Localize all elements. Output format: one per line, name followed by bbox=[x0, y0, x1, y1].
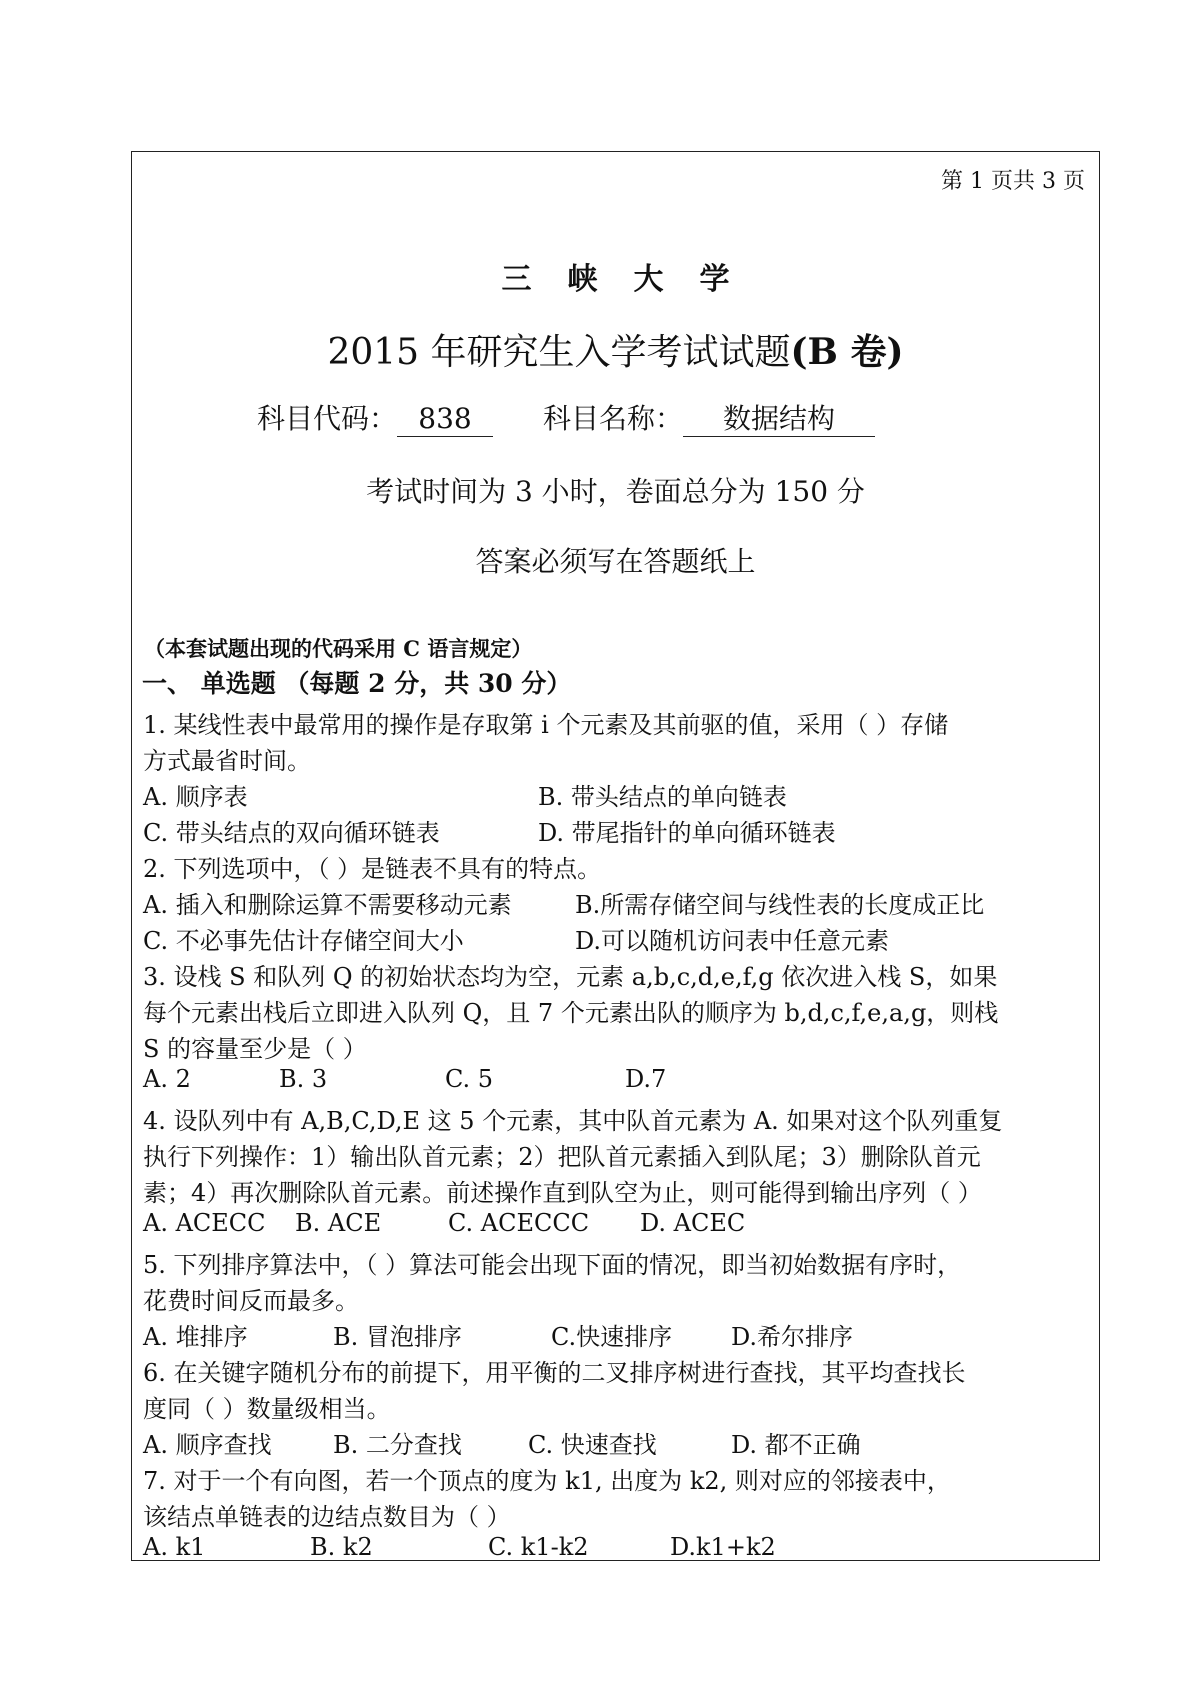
q5-option-d: D.希尔排序 bbox=[731, 1323, 854, 1351]
q6-option-b: B. 二分查找 bbox=[333, 1431, 462, 1459]
exam-title-main: 2015 年研究生入学考试试题 bbox=[327, 332, 791, 373]
q6-option-a: A. 顺序查找 bbox=[143, 1431, 272, 1459]
university-name: 三峡大学 bbox=[501, 262, 766, 297]
q2-option-d: D.可以随机访问表中任意元素 bbox=[575, 927, 890, 955]
question-4-line-3: 素；4）再次删除队首元素。前述操作直到队空为止，则可能得到输出序列（ ） bbox=[143, 1179, 982, 1207]
question-2-line-1: 2. 下列选项中，（ ）是链表不具有的特点。 bbox=[143, 855, 602, 883]
question-1-options-row-2 bbox=[143, 813, 1083, 847]
question-1-options-row-1 bbox=[143, 777, 1083, 811]
q6-option-d: D. 都不正确 bbox=[731, 1431, 861, 1459]
q4-option-d: D. ACEC bbox=[640, 1209, 746, 1237]
question-7-options bbox=[143, 1533, 1083, 1559]
q2-option-b: B.所需存储空间与线性表的长度成正比 bbox=[575, 891, 985, 919]
subject-code-label: 科目代码： bbox=[257, 402, 398, 435]
q5-option-a: A. 堆排序 bbox=[143, 1323, 248, 1351]
question-3-line-3: S 的容量至少是（ ） bbox=[143, 1035, 367, 1063]
question-4-line-2: 执行下列操作：1）输出队首元素；2）把队首元素插入到队尾；3）删除队首元 bbox=[143, 1143, 981, 1171]
q7-option-b: B. k2 bbox=[310, 1533, 373, 1561]
answer-sheet-note: 答案必须写在答题纸上 bbox=[475, 545, 756, 578]
q5-option-b: B. 冒泡排序 bbox=[333, 1323, 462, 1351]
question-2-options-row-1 bbox=[143, 885, 1083, 919]
q3-option-c: C. 5 bbox=[445, 1065, 494, 1093]
subject-line bbox=[257, 397, 875, 437]
question-3-line-2: 每个元素出栈后立即进入队列 Q，且 7 个元素出队的顺序为 b,d,c,f,e,a,g，则栈 bbox=[143, 999, 999, 1027]
q1-option-b: B. 带头结点的单向链表 bbox=[538, 783, 787, 811]
question-7-line-2: 该结点单链表的边结点数目为（ ） bbox=[143, 1503, 511, 1531]
q3-option-d: D.7 bbox=[625, 1065, 667, 1093]
question-5-line-1: 5. 下列排序算法中，（ ）算法可能会出现下面的情况，即当初始数据有序时， bbox=[143, 1251, 962, 1279]
exam-title bbox=[132, 324, 1099, 375]
exam-page-frame bbox=[131, 151, 1100, 1561]
question-6-line-1: 6. 在关键字随机分布的前提下，用平衡的二叉排序树进行查找，其平均查找长 bbox=[143, 1359, 966, 1387]
q1-option-d: D. 带尾指针的单向循环链表 bbox=[538, 819, 836, 847]
question-3-options bbox=[143, 1065, 1083, 1095]
question-2-options-row-2 bbox=[143, 921, 1083, 955]
q3-option-b: B. 3 bbox=[279, 1065, 328, 1093]
question-6-options bbox=[143, 1425, 1083, 1459]
section-title-single-choice: 一、 单选题 （每题 2 分，共 30 分） bbox=[142, 669, 572, 698]
q1-option-a: A. 顺序表 bbox=[143, 783, 248, 811]
subject-name-value: 数据结构 bbox=[683, 402, 875, 437]
q4-option-b: B. ACE bbox=[295, 1209, 382, 1237]
q4-option-a: A. ACECC bbox=[143, 1209, 266, 1237]
page-indicator: 第 1 页共 3 页 bbox=[941, 169, 1085, 194]
question-4-line-1: 4. 设队列中有 A,B,C,D,E 这 5 个元素，其中队首元素为 A. 如果对这个队列重复 bbox=[143, 1107, 1003, 1135]
subject-name-label: 科目名称： bbox=[543, 402, 684, 435]
code-language-note: （本套试题出现的代码采用 C 语言规定） bbox=[144, 636, 533, 661]
question-7-line-1: 7. 对于一个有向图，若一个顶点的度为 k1, 出度为 k2, 则对应的邻接表中， bbox=[143, 1467, 951, 1495]
question-5-options bbox=[143, 1317, 1083, 1351]
subject-code-value: 838 bbox=[397, 402, 493, 437]
question-5-line-2: 花费时间反而最多。 bbox=[143, 1287, 359, 1315]
q2-option-a: A. 插入和删除运算不需要移动元素 bbox=[143, 891, 512, 919]
question-1-line-2: 方式最省时间。 bbox=[143, 747, 311, 775]
q7-option-a: A. k1 bbox=[143, 1533, 206, 1561]
q4-option-c: C. ACECCC bbox=[448, 1209, 590, 1237]
exam-duration-info: 考试时间为 3 小时，卷面总分为 150 分 bbox=[366, 475, 865, 508]
question-1-line-1: 1. 某线性表中最常用的操作是存取第 i 个元素及其前驱的值，采用（ ）存储 bbox=[143, 711, 949, 739]
question-6-line-2: 度同（ ）数量级相当。 bbox=[143, 1395, 391, 1423]
q5-option-c: C.快速排序 bbox=[551, 1323, 673, 1351]
q7-option-c: C. k1-k2 bbox=[488, 1533, 589, 1561]
q2-option-c: C. 不必事先估计存储空间大小 bbox=[143, 927, 464, 955]
q3-option-a: A. 2 bbox=[143, 1065, 191, 1093]
question-4-options bbox=[143, 1209, 1083, 1239]
q6-option-c: C. 快速查找 bbox=[528, 1431, 657, 1459]
exam-title-suffix: (B 卷) bbox=[790, 331, 904, 373]
q1-option-c: C. 带头结点的双向循环链表 bbox=[143, 819, 440, 847]
question-3-line-1: 3. 设栈 S 和队列 Q 的初始状态均为空，元素 a,b,c,d,e,f,g 依次进入栈 S，如果 bbox=[143, 963, 998, 991]
q7-option-d: D.k1+k2 bbox=[670, 1533, 776, 1561]
